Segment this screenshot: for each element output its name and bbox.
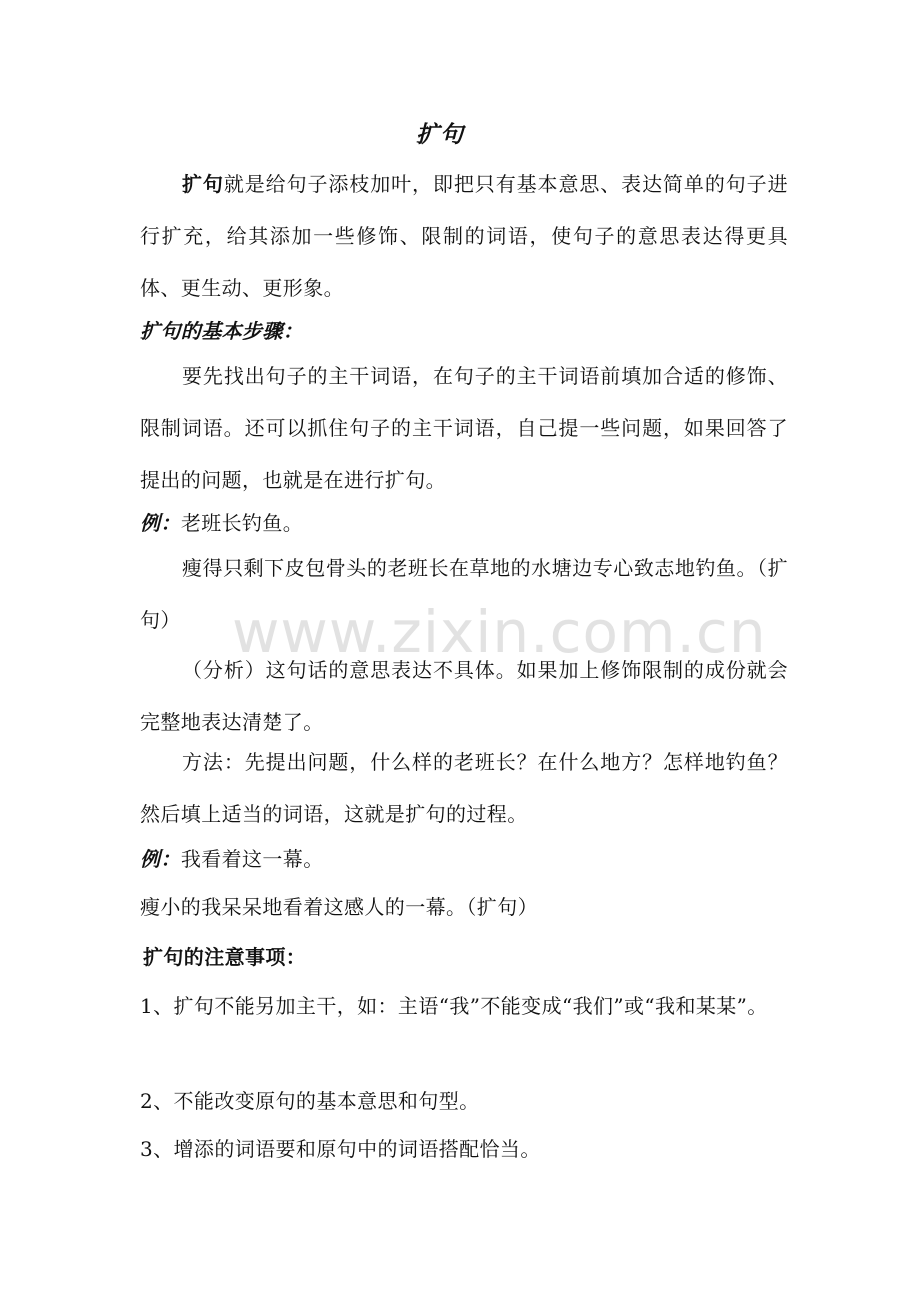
notes-item-3: 3、增添的词语要和原句中的词语搭配恰当。 [140, 1137, 541, 1161]
example1-analysis: （分析）这句话的意思表达不具体。如果加上修饰限制的成份就会完整地表达清楚了。 [140, 658, 788, 734]
intro-term: 扩句 [182, 172, 224, 196]
example1-line [140, 506, 800, 540]
intro-text: 就是给句子添枝加叶，即把只有基本意思、表达简单的句子进行扩充，给其添加一些修饰、限制的词语，使句子的意思表达得更具体、更生动、更形象。 [140, 172, 788, 300]
example1-label: 例： [140, 511, 181, 535]
intro-paragraph [140, 158, 788, 314]
example2-text: 我看着这一幕。 [180, 847, 324, 871]
notes-item-1: 1、扩句不能另加主干，如：主语“我”不能变成“我们”或“我和某某”。 [140, 994, 768, 1018]
steps-paragraph: 要先找出句子的主干词语，在句子的主干词语前填加合适的修饰、限制词语。还可以抓住句子的主干词语，自己提一些问题，如果回答了提出的问题，也就是在进行扩句。 [140, 364, 788, 492]
example1-method: 方法：先提出问题，什么样的老班长？在什么地方？怎样地钓鱼？然后填上适当的词语，这就是扩句的过程。 [140, 750, 788, 826]
page-title: 扩句 [416, 121, 464, 148]
notes-heading: 扩句的注意事项： [143, 945, 307, 969]
watermark: www.zixin.com.cn [232, 598, 767, 666]
notes-item-2: 2、不能改变原句的基本意思和句型。 [140, 1089, 480, 1113]
steps-heading: 扩句的基本步骤： [140, 319, 304, 343]
example1-text: 老班长钓鱼。 [180, 511, 304, 535]
example2-line [140, 842, 800, 876]
example2-expanded: 瘦小的我呆呆地看着这感人的一幕。（扩句） [140, 895, 538, 919]
example2-label: 例： [140, 847, 181, 871]
example1-expanded: 瘦得只剩下皮包骨头的老班长在草地的水塘边专心致志地钓鱼。（扩句） [140, 556, 788, 632]
